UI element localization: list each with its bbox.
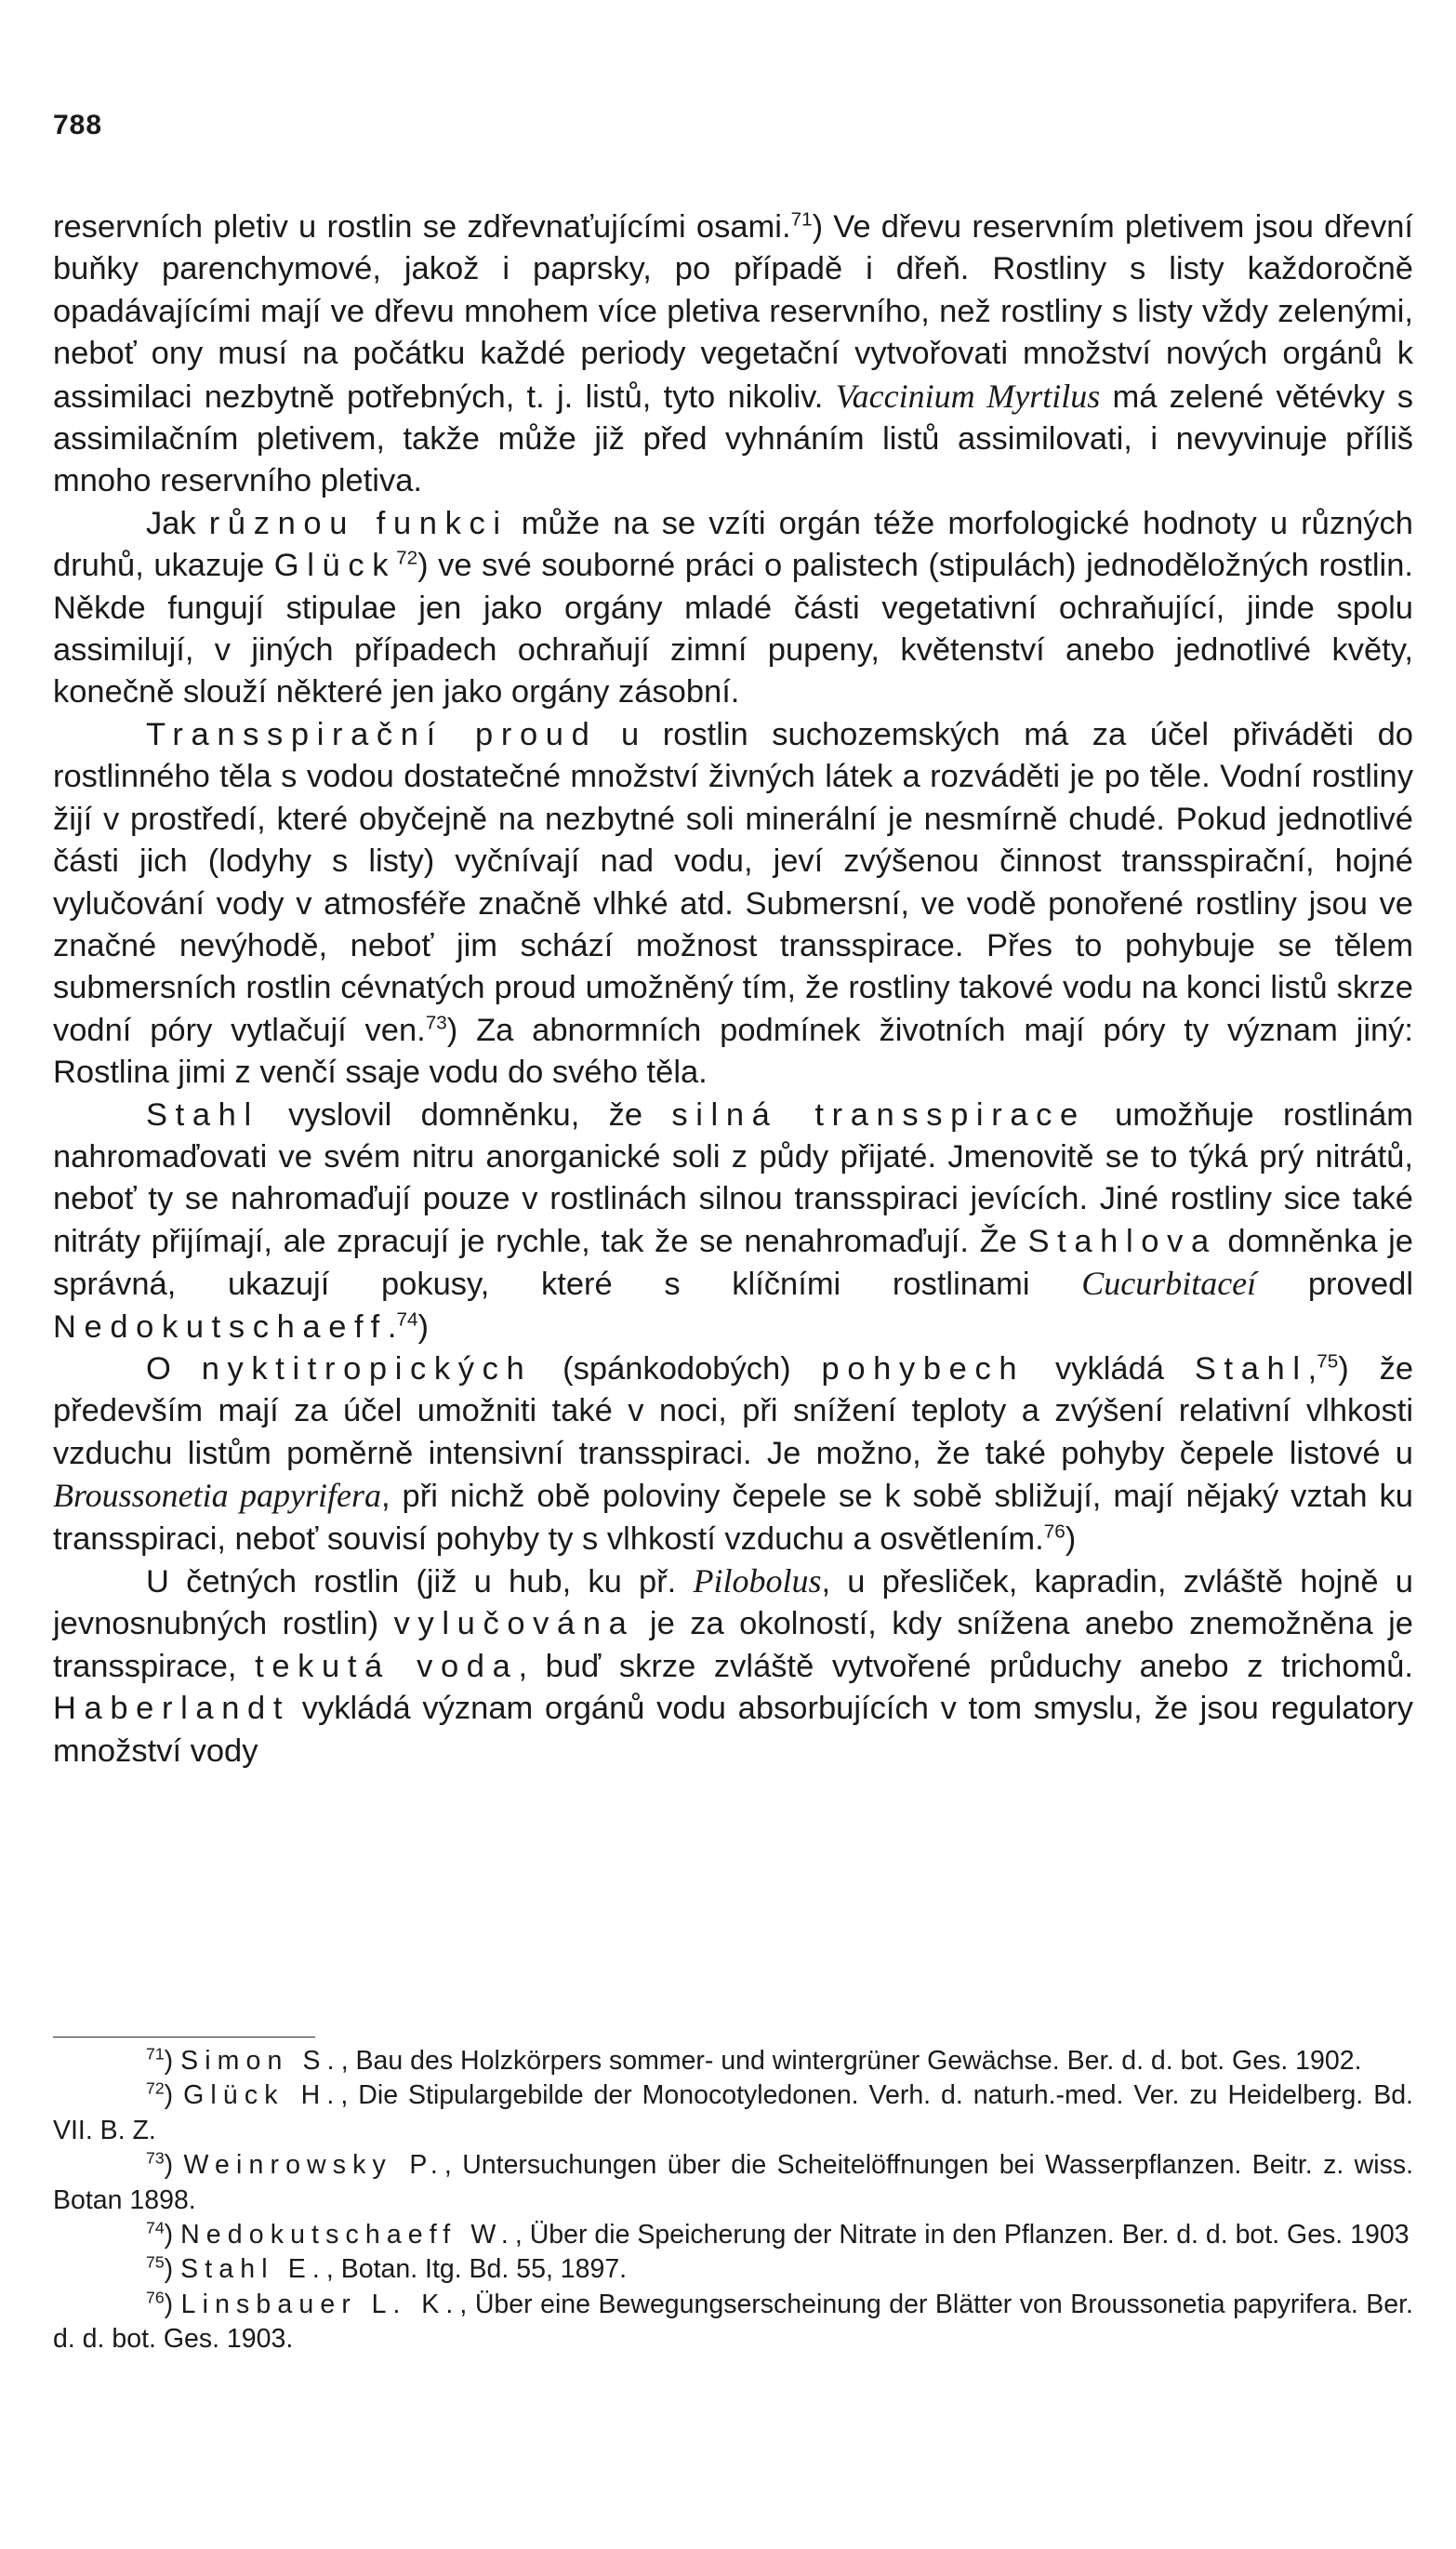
paragraph-3	[53, 714, 1413, 1095]
footnote-ref: 71	[790, 208, 813, 231]
text-run: provedl	[1256, 1267, 1413, 1303]
footnote-text: , Die Stipulargebilde der Monocotyledonen. Verh. d. naturh.-med. Ver. zu Heidelberg. Bd. VII. B. Z.	[53, 2080, 1413, 2145]
footnote: $^{73}$) Weinrowsky P., Untersuchungen über die Scheitelöffnungen bei Wasserpflanzen. Beitr. z. wiss. Botan 1898.	[53, 2148, 1413, 2215]
spaced-author: Haberlandt	[53, 1691, 291, 1727]
spaced-term: různou funkci	[208, 505, 509, 541]
footnote-ref: 76	[1043, 1520, 1066, 1543]
footnote-author: Nedokutschaeff W.	[180, 2220, 515, 2250]
text-run: U četných rostlin (již u hub, ku př.	[146, 1564, 694, 1600]
paragraph-6	[53, 1560, 1413, 1772]
text-run: domněnka je správná, ukazují pokusy, které s klíčními rostlinami	[53, 1223, 1413, 1303]
text-run: Jak	[146, 505, 209, 541]
text-run: ) ve své souborné práci o palistech (stipulách) jednoděložných rostlin. Někde fungují stipulae jen jako orgány mladé části vegetativní ochraňující, jinde spolu assimilují, v jiných případech ochraňují zimní pupeny, květenství anebo jednotlivé květy, konečně slouží některé jen jako orgány zásobní.	[53, 548, 1413, 710]
text-run: umožňuje rostlinám nahromaďovati ve svém nitru anorganické soli z půdy přijaté. Jmenovitě se to týká prý nitrátů, neboť ty se nahromaďují pouze v rostlinách silnou transspiraci jevících. Jiné rostliny sice také nitráty přijímají, ale zpracují je rychle, tak že se nenahromaďují. Že	[53, 1096, 1413, 1259]
footnote-text: , Botan. Itg. Bd. 55, 1897.	[325, 2254, 628, 2285]
footnote: $^{72}$) Glück H., Die Stipulargebilde der Monocotyledonen. Verh. d. naturh.-med. Ver. zu Heidelberg. Bd. VII. B. Z.	[53, 2078, 1413, 2145]
text-run: )	[1065, 1520, 1077, 1557]
footnote: $^{75}$) Stahl E., Botan. Itg. Bd. 55, 1897.	[146, 2252, 628, 2285]
text-run: vykládá význam orgánů vodu absorbujících v tom smyslu, že jsou regulatory množství vody	[53, 1691, 1413, 1769]
italic-term: Pilobolus	[693, 1562, 822, 1600]
footnote-text: , Über eine Bewegungserscheinung der Blätter von Broussonetia papyrifera. Ber. d. d. bot. Ges. 1903.	[53, 2289, 1413, 2355]
footnote-author: Linsbauer L. K.	[180, 2289, 460, 2319]
text-run: ,	[1307, 1350, 1317, 1387]
text-run: ) Za abnormních podmínek životních mají póry ty význam jiný: Rostlina jimi z venčí ssaje vodu do svého těla.	[53, 1012, 1414, 1091]
text-run: může na se vzíti orgán téže morfologické hodnoty u různých druhů, ukazuje	[53, 505, 1413, 584]
footnote: $^{71}$) Simon S., Bau des Holzkörpers sommer- und wintergrüner Gewächse. Ber. d. d. bot. Ges. 1902.	[146, 2044, 1362, 2076]
text-run: (spánkodobých)	[532, 1350, 822, 1387]
text-run: , u přesliček, kapradin, zvláště hojně u jevnosnubných rostlin)	[53, 1564, 1413, 1642]
footnotes	[53, 2044, 1413, 2357]
footnote-ref: 72	[396, 547, 418, 569]
spaced-author: Stahl	[146, 1096, 259, 1133]
text-run: ) Ve dřevu reservním pletivem jsou dřevní buňky parenchymové, jakož i paprsky, po případě i dřeň. Rostliny s listy každoročně opadávajícími mají ve dřevu mnohem více pletiva reservního, než rostliny s listy vždy zelenými, neboť ony musí na počátku každé periody vegetační vytvořovati množství nových orgánů k assimilaci nezbytně potřebných, t. j. listů, tyto nikoliv.	[53, 209, 1413, 415]
footnote-ref: 75	[1317, 1350, 1339, 1373]
footnote-number: 74	[146, 2218, 165, 2237]
footnote: $^{74}$) Nedokutschaeff W., Über die Speicherung der Nitrate in den Pflanzen. Ber. d. d. bot. Ges. 1903	[146, 2218, 1410, 2250]
paragraph-5	[53, 1348, 1413, 1560]
spaced-term: nyktitropických	[201, 1350, 533, 1387]
spaced-author: Nedokutschaeff	[53, 1308, 388, 1345]
paragraph-1	[53, 206, 1413, 503]
spaced-author: Stahl	[1194, 1350, 1308, 1387]
spaced-author: Stahlova	[1027, 1223, 1217, 1259]
text-run: , při nichž obě poloviny čepele se k sobě sbližují, mají nějaký vztah ku transspiraci, neboť souvisí pohyby ty s vlhkostí vzduchu a osvětlením.	[53, 1479, 1413, 1557]
footnote-author: Stahl E.	[180, 2254, 326, 2285]
text-run: .	[387, 1308, 397, 1345]
footnote-number: 71	[146, 2044, 165, 2064]
spaced-term: tekutá voda	[255, 1648, 519, 1684]
body-text	[53, 206, 1413, 1772]
footnote-number: 75	[146, 2252, 165, 2272]
spaced-author: Glück	[273, 548, 397, 584]
footnote-number: 72	[146, 2078, 165, 2098]
text-run: vyslovil domněnku, že	[258, 1096, 672, 1133]
text-run: reservních pletiv u rostlin se zdřevnaťujícími osami.	[53, 209, 791, 245]
spaced-term: pohybech	[821, 1350, 1026, 1387]
footnote-text: , Untersuchungen über die Scheitelöffnungen bei Wasserpflanzen. Beitr. z. wiss. Botan 1898.	[53, 2150, 1413, 2215]
footnote-author: Weinrowsky P.	[183, 2150, 444, 2181]
italic-term: Cucurbitaceí	[1081, 1265, 1257, 1303]
spaced-term: vylučována	[393, 1606, 635, 1642]
text-run: vykládá	[1025, 1350, 1195, 1387]
footnote: $^{76}$) Linsbauer L. K., Über eine Bewegungserscheinung der Blätter von Broussonetia papyrifera. Ber. d. d. bot. Ges. 1903.	[53, 2288, 1413, 2355]
footnote-author: Glück H.	[183, 2080, 341, 2111]
footnote-number: 76	[146, 2288, 165, 2307]
footnote-divider	[53, 2037, 315, 2038]
text-run: )	[417, 1308, 429, 1345]
spaced-term: silná transspirace	[671, 1096, 1086, 1133]
footnote-ref: 74	[396, 1308, 418, 1331]
footnote-author: Simon S.	[180, 2046, 341, 2076]
text-run: u rostlin suchozemských má za účel přiváděti do rostlinného těla s vodou dostatečné množství živných látek a rozváděti je po těle. Vodní rostliny žijí v prostředí, které obyčejně na nezbytné soli minerální je nesmírně chudé. Pokud jednotlivé části jich (lodyhy s listy) vyčnívají nad vodu, jeví zvýšenou činnost transspirační, hojné vylučování vody v atmosféře značně vlhké atd. Submersní, ve vodě ponořené rostliny jsou ve značné nevýhodě, neboť jim schází možnost transspirace. Přes to pohybuje se tělem submersních rostlin cévnatých proud umožněný tím, že rostliny takové vodu na konci listů skrze vodní póry vytlačují ven.	[53, 716, 1413, 1048]
paragraph-4	[53, 1095, 1413, 1348]
text-run: má zelené větévky s assimilačním pletivem, takže může již před vyhnáním listů assimilovati, i nevyvinuje příliš mnoho reservního pletiva.	[53, 378, 1413, 499]
footnote-number: 73	[146, 2148, 165, 2168]
footnote-ref: 73	[425, 1012, 447, 1034]
spaced-term: Transspirační proud	[146, 716, 598, 752]
page-number: 788	[53, 110, 103, 140]
text-run: , buď skrze zvláště vytvořené průduchy anebo z trichomů.	[518, 1648, 1413, 1684]
text-run: je za okolností, kdy snížena anebo znemožněna je transspirace,	[53, 1606, 1413, 1684]
italic-term: Broussonetia papyrifera	[53, 1477, 382, 1515]
paragraph-2	[53, 503, 1413, 714]
text-run: ) že především mají za účel umožniti také v noci, při snížení teploty a zvýšení relativní vlhkosti vzduchu listům poměrně intensivní transspiraci. Je možno, že také pohyby čepele listové u	[53, 1350, 1414, 1471]
footnote-text: , Bau des Holzkörpers sommer- und wintergrüner Gewächse. Ber. d. d. bot. Ges. 1902.	[340, 2046, 1362, 2076]
italic-term: Vaccinium Myrtilus	[835, 377, 1101, 415]
text-run: O	[146, 1350, 202, 1387]
footnote-text: , Über die Speicherung der Nitrate in den Pflanzen. Ber. d. d. bot. Ges. 1903	[514, 2220, 1410, 2250]
